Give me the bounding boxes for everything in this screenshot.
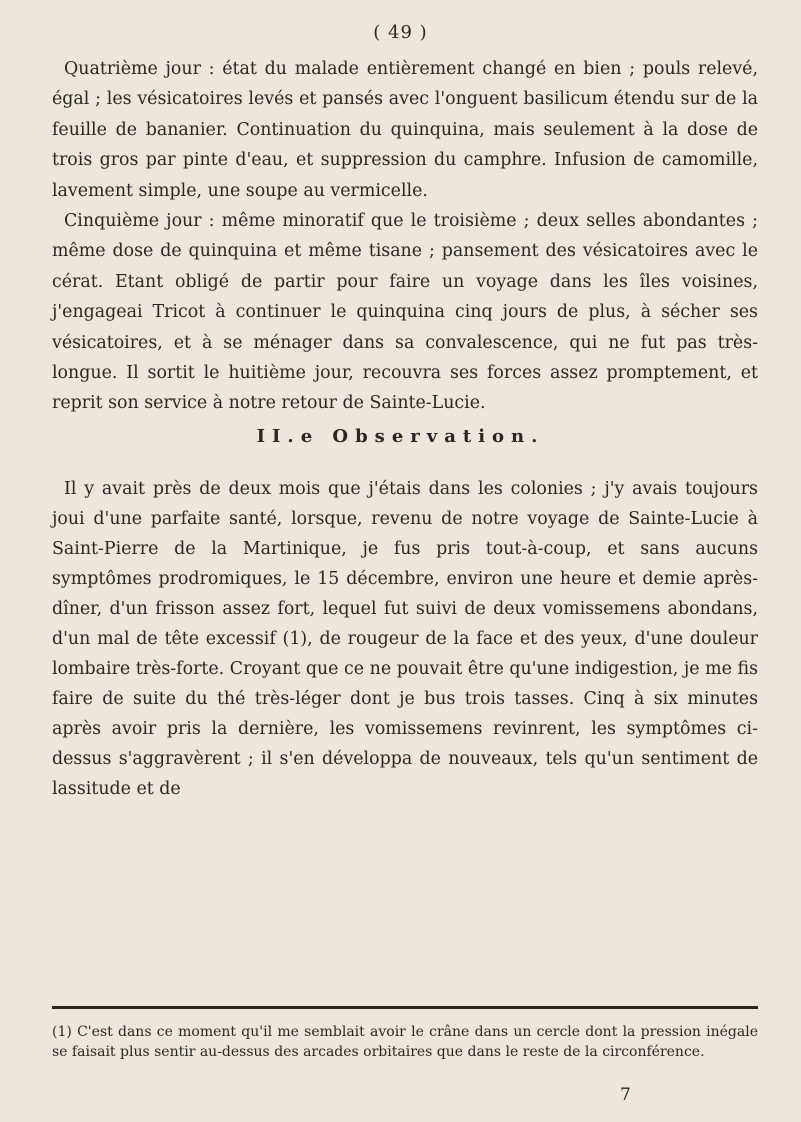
text-block-day-four-five [52,54,758,419]
page-number: ( 49 ) [373,22,428,43]
text-block-observation [52,474,758,804]
paragraph-observation: Il y avait près de deux mois que j'étais dans les colonies ; j'y avais toujours joui d'une parfaite santé, lorsque, revenu de notre voyage de Sainte-Lucie à Saint-Pierre de la Martinique, je fus pris tout-à-coup, et sans aucuns symptômes prodromiques, le 15 décembre, environ une heure et demie après-dîner, d'un frisson assez fort, lequel fut suivi de deux vomissemens abondans, d'un mal de tête excessif (1), de rougeur de la face et des yeux, d'une douleur lombaire très-forte. Croyant que ce ne pouvait être qu'une indigestion, je me fis faire de suite du thé très-léger dont je bus trois tasses. Cinq à six minutes après avoir pris la dernière, les vomissemens revinrent, les symptômes ci-dessus s'aggravèrent ; il s'en développa de nouveaux, tels qu'un sentiment de lassitude et de [52,479,758,799]
signature-mark: 7 [620,1085,631,1105]
section-heading: II.e Observation. [256,426,545,447]
footnote-divider [52,1006,758,1009]
paragraph-day-four: Quatrième jour : état du malade entièrement changé en bien ; pouls relevé, égal ; les vésicatoires levés et pansés avec l'onguent basilicum étendu sur de la feuille de bananier. Continuation du quinquina, mais seulement à la dose de trois gros par pinte d'eau, et suppression du camphre. Infusion de camomille, lavement simple, une soupe au vermicelle. [52,59,758,201]
paragraph-day-five: Cinquième jour : même minoratif que le troisième ; deux selles abondantes ; même dose de quinquina et même tisane ; pansement des vésicatoires avec le cérat. Etant obligé de partir pour faire un voyage dans les îles voisines, j'engageai Tricot à continuer le quinquina cinq jours de plus, à sécher ses vésicatoires, et à se ménager dans sa convalescence, qui ne fut pas très-longue. Il sortit le huitième jour, recouvra ses forces assez promptement, et reprit son service à notre retour de Sainte-Lucie. [52,211,758,414]
footnote: (1) C'est dans ce moment qu'il me semblait avoir le crâne dans un cercle dont la pression inégale se faisait plus sentir au-dessus des arcades orbitaires que dans le reste de la circonférence. [52,1024,758,1060]
